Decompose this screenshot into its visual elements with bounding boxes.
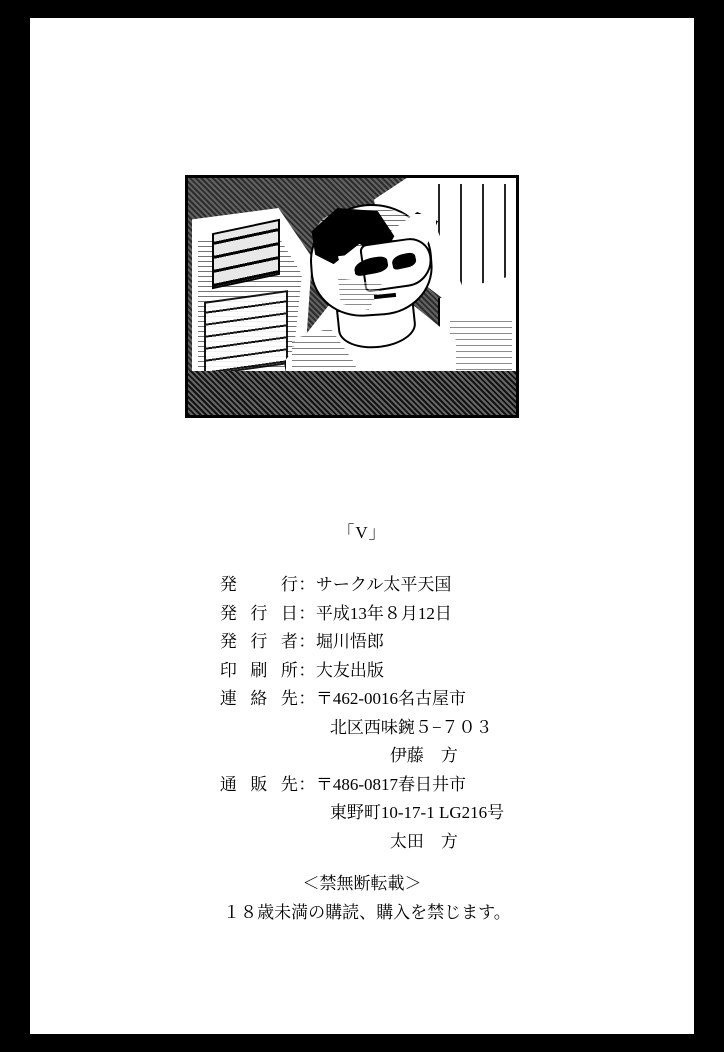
age-restriction-text: １８歳未満の購読、購入を禁じます。 xyxy=(223,903,511,923)
info-value: 伊藤 方 xyxy=(389,746,458,766)
info-row xyxy=(220,600,504,629)
info-colon xyxy=(298,742,316,771)
no-reprint-tag: ＜禁無断転載＞ xyxy=(302,874,422,894)
info-value: 北区西味鋺５−７０３ xyxy=(329,717,493,737)
info-label: 発 行 xyxy=(219,575,298,594)
info-value: 堀川悟郎 xyxy=(315,632,384,652)
info-value: 〒462-0016名古屋市 xyxy=(315,689,467,709)
info-value: 大友出版 xyxy=(315,660,384,680)
info-row xyxy=(220,714,504,743)
info-colon: ： xyxy=(298,774,316,794)
info-row xyxy=(220,742,504,771)
info-colon: ： xyxy=(298,575,316,594)
info-colon xyxy=(298,828,316,857)
info-colon xyxy=(298,714,316,743)
console-vent-slots xyxy=(204,290,288,376)
colophon xyxy=(30,518,694,928)
info-row xyxy=(220,799,504,828)
info-value: 平成13年８月12日 xyxy=(315,603,452,623)
cockpit-pilot-illustration xyxy=(185,175,519,418)
info-label: 発行者 xyxy=(219,632,298,652)
reprint-notice xyxy=(30,870,694,928)
info-row xyxy=(220,571,504,600)
publication-info-table xyxy=(220,571,504,856)
info-value: サークル太平天国 xyxy=(315,575,452,594)
info-row xyxy=(220,657,504,686)
info-row xyxy=(220,628,504,657)
info-value: 太田 方 xyxy=(389,831,458,851)
work-title: 「V」 xyxy=(337,523,387,542)
info-label xyxy=(220,714,298,743)
info-row xyxy=(220,685,504,714)
info-label: 印刷所 xyxy=(219,660,298,680)
info-row xyxy=(220,771,504,800)
info-label xyxy=(220,742,298,771)
info-label xyxy=(220,828,298,857)
info-colon: ： xyxy=(298,603,316,623)
paper-area xyxy=(30,18,694,1034)
info-colon: ： xyxy=(298,660,316,680)
info-colon: ： xyxy=(298,689,316,709)
info-value: 〒486-0817春日井市 xyxy=(315,774,467,794)
cockpit-floor xyxy=(188,371,519,415)
info-colon xyxy=(298,799,316,828)
info-label: 通販先 xyxy=(219,774,298,794)
info-row xyxy=(220,828,504,857)
info-label: 連絡先 xyxy=(219,689,298,709)
info-colon: ： xyxy=(298,632,316,652)
info-label: 発行日 xyxy=(219,603,298,623)
info-value: 東野町10-17-1 LG216号 xyxy=(329,803,505,823)
info-label xyxy=(220,799,298,828)
